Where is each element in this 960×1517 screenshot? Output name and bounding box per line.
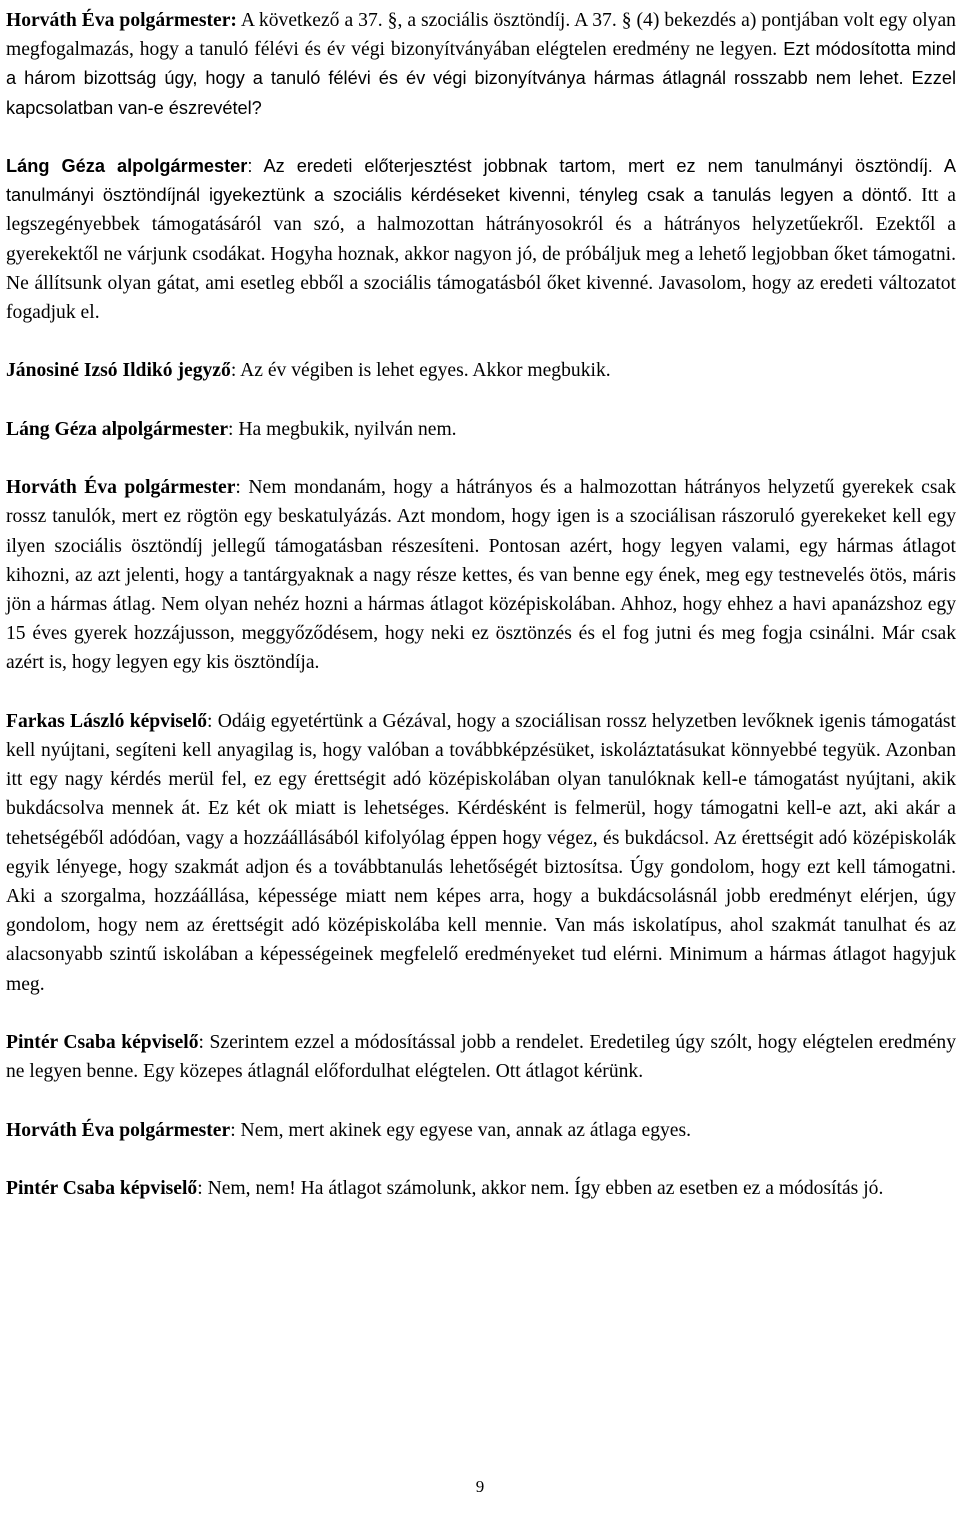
paragraph-8: Horváth Éva polgármester: Nem, mert akinek egy egyese van, annak az átlaga egyes. xyxy=(6,1119,692,1141)
speaker-name: Láng Géza alpolgármester xyxy=(6,418,229,440)
paragraph-text: Ezt módosította mind a három bizottság úgy, hogy a tanuló félévi és év végi bizonyítványa hármas átlagnál rosszabb nem lehet. Ezzel kapcsolatban van-e észrevétel? xyxy=(6,39,956,118)
paragraph-text: Nem mondanám, hogy a hátrányos és a halmozottan hátrányos helyzetű gyerekek csak rossz tanulók, mert ez rögtön egy beskatulyázás. Azt mondom, hogy igen is a szociálisan rászoruló gyerekeket kell egy ilyen szociális ösztöndíj jellegű támogatásban részesíteni. Pontosan azért, hogy legyen valami, egy hármas átlagot kihozni, az azt jelenti, hogy a tantárgyaknak a nagy része kettes, és van benne egy ének, meg egy testnevelés ötös, máris jön a hármas átlag. Nem olyan nehéz hozni a hármas átlagot középiskolában. Ahhoz, hogy ehhez a havi apanázshoz egy 15 éves gyerek hozzájusson, meggyőződésem, hogy neki ez ösztönzés és el fog jutni és meg fogja csinálni. Már csak azért is, hogy legyen egy kis ösztöndíja. xyxy=(6,477,956,674)
document-page xyxy=(6,6,956,1203)
speaker-name: Jánosiné Izsó Ildikó jegyző xyxy=(6,360,231,382)
page-number: 9 xyxy=(475,1477,485,1496)
paragraph-2: Láng Géza alpolgármester: Az eredeti előterjesztést jobbnak tartom, mert ez nem tanulmányi ösztöndíj. A tanulmányi ösztöndíjnál igyekeztünk a szociális kérdéseket kivenni, tényleg csak a tanulás legyen a döntő. Itt a legszegényebbek támogatásáról van szó, a halmozottan hátrányosokról és a hátrányos helyzetűekről. Ezektől a gyerekektől ne várjunk csodákat. Hogyha hoznak, akkor nagyon jó, de próbáljuk meg a lehető legjobban őket támogatni. Ne állítsunk olyan gátat, ami esetleg ebből a szociális támogatásból őket kivenné. Javasolom, hogy az eredeti változatot fogadjuk el. xyxy=(6,156,957,324)
speaker-name: Pintér Csaba képviselő xyxy=(6,1032,199,1054)
paragraph-text: Szerintem ezzel a módosítással jobb a rendelet. Eredetileg úgy szólt, hogy elégtelen eredmény ne legyen benne. Egy közepes átlagnál előfordulhat elégtelen. Ott átlagot kérünk. xyxy=(6,1032,957,1083)
speaker-name: Láng Géza alpolgármester xyxy=(6,156,248,176)
paragraph-4: Láng Géza alpolgármester: Ha megbukik, nyilván nem. xyxy=(6,418,457,440)
speaker-name: Horváth Éva polgármester: xyxy=(6,10,237,31)
paragraph-text: Nem, nem! Ha átlagot számolunk, akkor nem. Így ebben az esetben ez a módosítás jó. xyxy=(207,1178,884,1199)
paragraph-3: Jánosiné Izsó Ildikó jegyző: Az év végiben is lehet egyes. Akkor megbukik. xyxy=(6,360,611,382)
paragraph-text: A következő a 37. §, a szociális ösztöndíj. A 37. § (4) bekezdés a) pontjában volt egy olyan megfogalmazás, hogy a tanuló félévi és év végi bizonyítványában elégtelen eredmény ne legyen. xyxy=(6,10,956,61)
speaker-name: Farkas László képviselő xyxy=(6,710,207,732)
speaker-name: Horváth Éva polgármester xyxy=(6,1119,231,1141)
speaker-name: Horváth Éva polgármester xyxy=(6,477,236,499)
paragraph-text: Ha megbukik, nyilván nem. xyxy=(238,418,457,440)
paragraph-text: Az eredeti előterjesztést jobbnak tartom, mert ez nem tanulmányi ösztöndíj. A tanulmányi ösztöndíjnál igyekeztünk a szociális kérdéseket kivenni, tényleg csak a tanulás legyen a döntő. xyxy=(6,156,957,206)
paragraph-5: Horváth Éva polgármester: Nem mondanám, hogy a hátrányos és a halmozottan hátrányos helyzetű gyerekek csak rossz tanulók, mert ez rögtön egy beskatulyázás. Azt mondom, hogy igen is a szociálisan rászoruló gyerekeket kell egy ilyen szociális ösztöndíj jellegű támogatásban részesíteni. Pontosan azért, hogy legyen valami, egy hármas átlagot kihozni, az azt jelenti, hogy a tantárgyaknak a nagy része kettes, és van benne egy ének, meg egy testnevelés ötös, máris jön a hármas átlag. Nem olyan nehéz hozni a hármas átlagot középiskolában. Ahhoz, hogy ehhez a havi apanázshoz egy 15 éves gyerek hozzájusson, meggyőződésem, hogy neki ez ösztönzés és el fog jutni és meg fogja csinálni. Már csak azért is, hogy legyen egy kis ösztöndíja. xyxy=(6,477,956,674)
paragraph-text: Odáig egyetértünk a Gézával, hogy a szociálisan rossz helyzetben levőknek igenis támogatást kell nyújtani, segíteni kell anyagilag is, hogy valóban a továbbképzésüket, iskoláztatásukat könnyebbé tegyük. Azonban itt egy nagy kérdés merül fel, ez egy érettségit adó középiskolában olyan tanulóknak kell-e támogatást nyújtani, akik bukdácsolva mennek át. Ez két ok miatt is lehetséges. Kérdésként is felmerül, hogy támogatni kell-e azt, aki akár a tehetségéből adódóan, vagy a hozzáállásából kifolyólag éppen hogy végez, és bukdácsol. Az érettségit adó középiskolák egyik lényege, hogy szakmát adjon és a továbbtanulás lehetőségét biztosítsa. Úgy gondolom, hogy ezt kell támogatni. Aki a szorgalma, hozzáállása, képessége miatt nem képes arra, hogy a bukdácsolásnál jobb eredményt elérjen, úgy gondolom, hogy nem az érettségit adó középiskolába kell mennie. Van más iskolatípus, ahol szakmát tanulhat és az alacsonyabb szintű iskolában a képességeinek megfelelő eredményeket tud elérni. Minimum a hármas átlagot hagyjuk meg. xyxy=(6,710,956,995)
paragraph-text: Nem, mert akinek egy egyese van, annak az átlaga egyes. xyxy=(240,1119,692,1141)
paragraph-9: Pintér Csaba képviselő: Nem, nem! Ha átlagot számolunk, akkor nem. Így ebben az esetben ez a módosítás jó. xyxy=(6,1178,884,1199)
paragraph-text: Az év végiben is lehet egyes. Akkor megbukik. xyxy=(240,360,611,382)
paragraph-6: Farkas László képviselő: Odáig egyetértünk a Gézával, hogy a szociálisan rossz helyzetben levőknek igenis támogatást kell nyújtani, segíteni kell anyagilag is, hogy valóban a továbbképzésüket, iskoláztatásukat könnyebbé tegyük. Azonban itt egy nagy kérdés merül fel, ez egy érettségit adó középiskolában olyan tanulóknak kell-e támogatást nyújtani, akik bukdácsolva mennek át. Ez két ok miatt is lehetséges. Kérdésként is felmerül, hogy támogatni kell-e azt, aki akár a tehetségéből adódóan, vagy a hozzáállásából kifolyólag éppen hogy végez, és bukdácsol. Az érettségit adó középiskolák egyik lényege, hogy szakmát adjon és a továbbtanulás lehetőségét biztosítsa. Úgy gondolom, hogy ezt kell támogatni. Aki a szorgalma, hozzáállása, képessége miatt nem képes arra, hogy a bukdácsolásnál jobb eredményt elérjen, úgy gondolom, hogy nem az érettségit adó középiskolába kell mennie. Van más iskolatípus, ahol szakmát tanulhat és az alacsonyabb szintű iskolában a képességeinek megfelelő eredményeket tud elérni. Minimum a hármas átlagot hagyjuk meg. xyxy=(6,710,956,995)
paragraph-7: Pintér Csaba képviselő: Szerintem ezzel a módosítással jobb a rendelet. Eredetileg úgy szólt, hogy elégtelen eredmény ne legyen benne. Egy közepes átlagnál előfordulhat elégtelen. Ott átlagot kérünk. xyxy=(6,1032,957,1083)
paragraph-text: Itt a legszegényebbek támogatásáról van szó, a halmozottan hátrányosokról és a hátrányos helyzetűekről. Ezektől a gyerekektől ne várjunk csodákat. Hogyha hoznak, akkor nagyon jó, de próbáljuk meg a lehető legjobban őket támogatni. Ne állítsunk olyan gátat, ami esetleg ebből a szociális támogatásból őket kivenné. Javasolom, hogy az eredeti változatot fogadjuk el. xyxy=(6,185,957,324)
paragraph-1 xyxy=(6,6,956,123)
speaker-name: Pintér Csaba képviselő xyxy=(6,1178,198,1199)
